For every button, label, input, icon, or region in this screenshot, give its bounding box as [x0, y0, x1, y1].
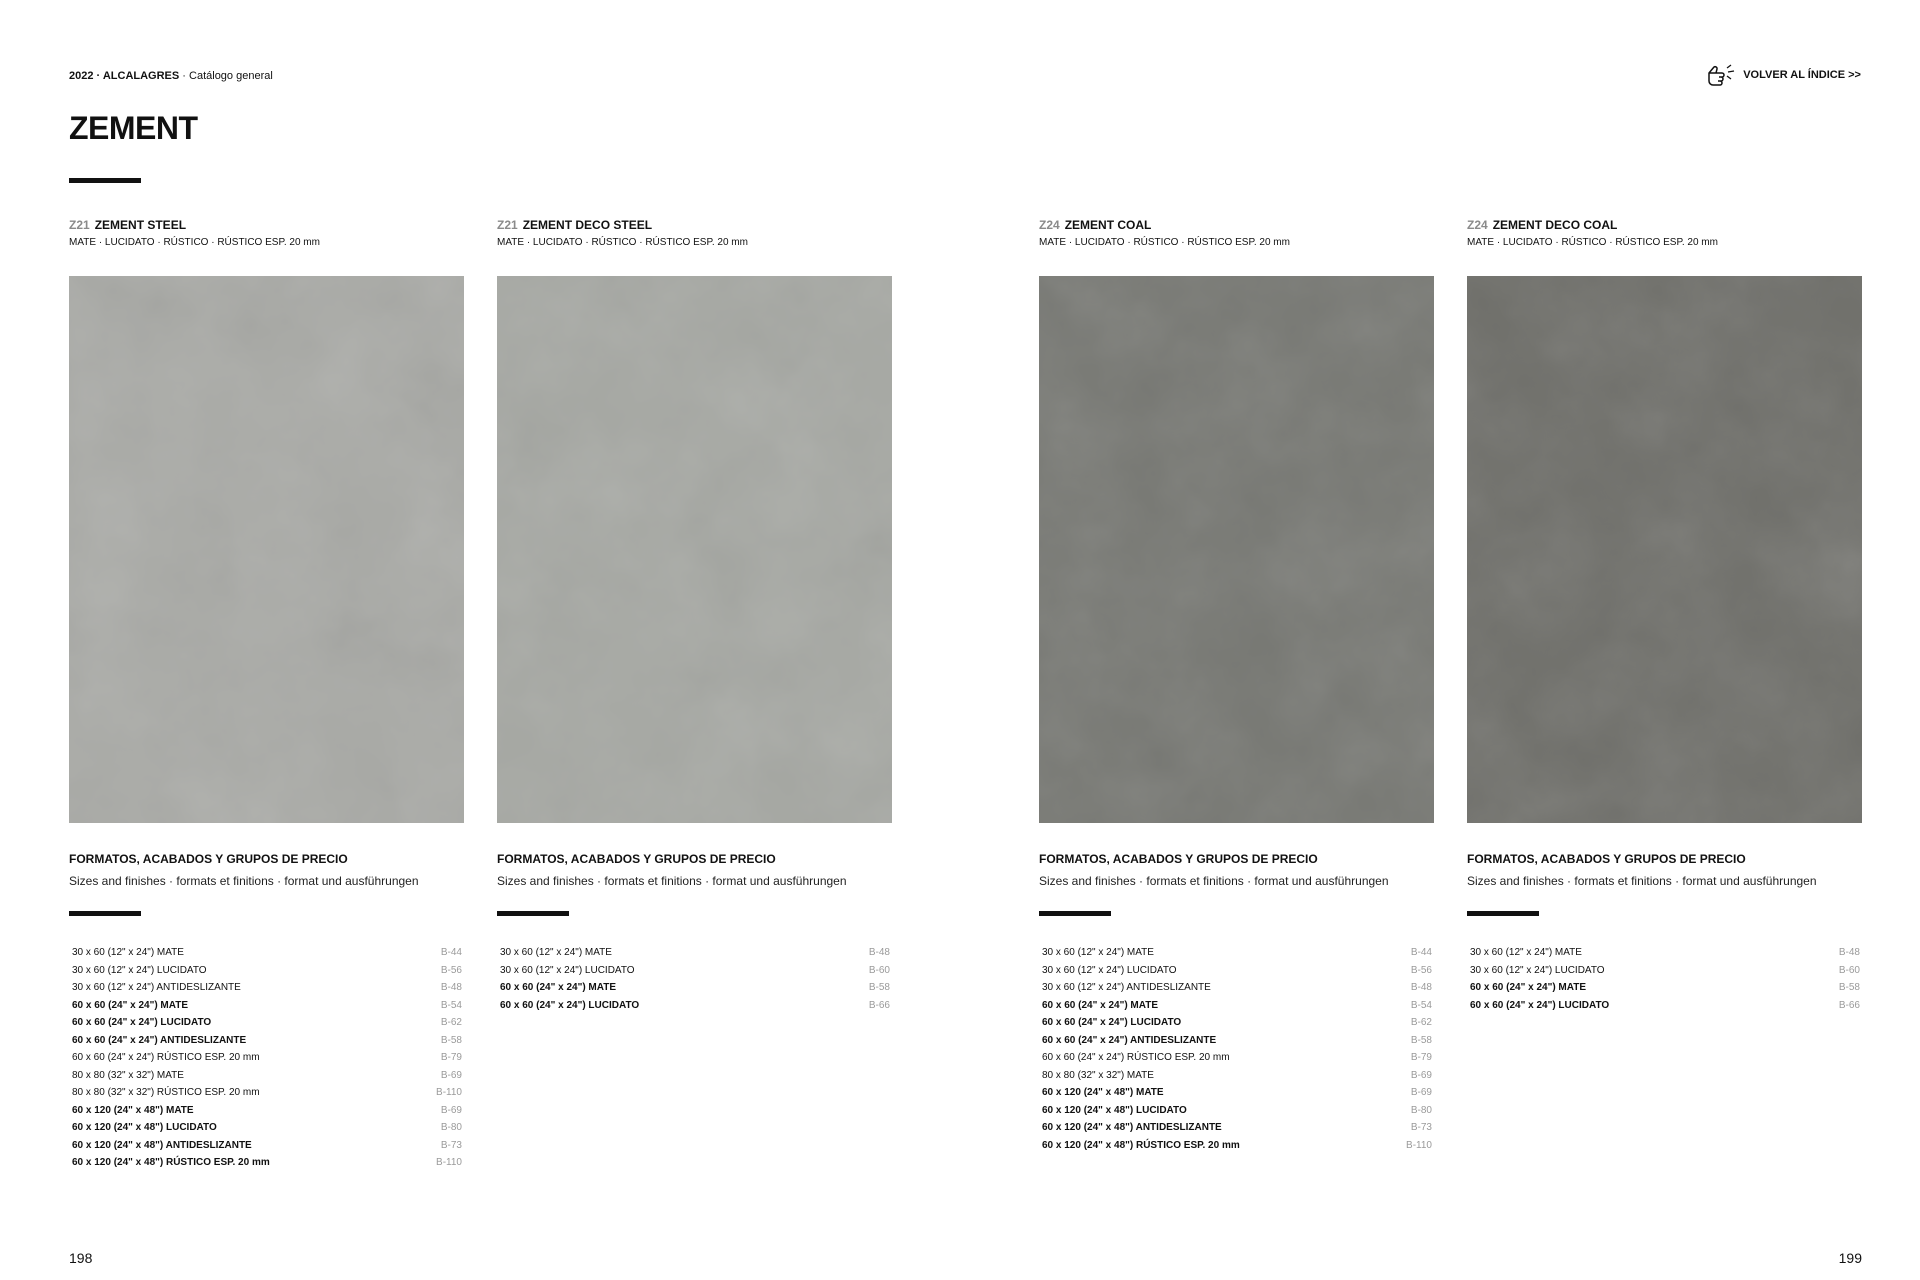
format-label: 60 x 60 (24" x 24") LUCIDATO: [1470, 999, 1610, 1011]
product-column-zement-coal: [1039, 218, 1439, 1151]
format-label: 30 x 60 (12" x 24") MATE: [72, 947, 184, 958]
format-label: 60 x 120 (24" x 48") LUCIDATO: [1042, 1104, 1187, 1116]
product-finishes: MATE · LUCIDATO · RÚSTICO · RÚSTICO ESP. 20 mm: [1467, 237, 1718, 248]
price-group-code: B-54: [440, 999, 462, 1011]
page-number-left: 198: [69, 1250, 93, 1266]
format-row: [1042, 944, 1432, 962]
product-name: ZEMENT DECO COAL: [1492, 218, 1618, 232]
price-group-code: B-54: [1410, 999, 1432, 1011]
format-label: 30 x 60 (12" x 24") ANTIDESLIZANTE: [72, 982, 241, 993]
format-row: [72, 1154, 462, 1172]
format-label: 30 x 60 (12" x 24") ANTIDESLIZANTE: [1042, 982, 1211, 993]
product-swatch: [1467, 276, 1862, 823]
header-year-brand: 2022 · ALCALAGRES: [69, 70, 180, 82]
format-label: 60 x 60 (24" x 24") MATE: [72, 999, 189, 1011]
price-group-code: B-44: [440, 947, 462, 958]
format-row: [500, 997, 890, 1015]
format-row: [1470, 962, 1860, 980]
product-swatch: [69, 276, 464, 823]
product-swatch: [1039, 276, 1434, 823]
format-row: [1042, 1137, 1432, 1155]
price-group-code: B-58: [1838, 982, 1860, 993]
format-label: 60 x 120 (24" x 48") ANTIDESLIZANTE: [1042, 1122, 1222, 1133]
format-list: [1042, 944, 1432, 1154]
formats-section-title: FORMATOS, ACABADOS Y GRUPOS DE PRECIO: [69, 852, 348, 866]
price-group-code: B-69: [1410, 1069, 1432, 1081]
format-row: [1042, 1119, 1432, 1137]
product-swatch: [497, 276, 892, 823]
price-group-code: B-56: [440, 964, 462, 976]
format-row: [1042, 997, 1432, 1015]
format-row: [72, 1049, 462, 1067]
formats-divider: [497, 911, 569, 916]
price-group-code: B-44: [1410, 947, 1432, 958]
format-list: [72, 944, 462, 1172]
format-row: [500, 979, 890, 997]
price-group-code: B-73: [1410, 1122, 1432, 1133]
price-group-code: B-80: [1410, 1104, 1432, 1116]
format-row: [72, 944, 462, 962]
format-row: [72, 962, 462, 980]
format-row: [72, 1137, 462, 1155]
format-label: 60 x 120 (24" x 48") LUCIDATO: [72, 1122, 217, 1133]
header-subtitle: · Catálogo general: [179, 70, 273, 82]
format-label: 80 x 80 (32" x 32") MATE: [72, 1069, 184, 1081]
formats-section-subtitle: Sizes and finishes · formats et finitions · format und ausführungen: [497, 874, 847, 888]
price-group-code: B-73: [440, 1139, 462, 1151]
price-group-code: B-79: [1410, 1052, 1432, 1063]
formats-section-subtitle: Sizes and finishes · formats et finitions · format und ausführungen: [69, 874, 419, 888]
format-label: 80 x 80 (32" x 32") MATE: [1042, 1069, 1154, 1081]
format-row: [1042, 1102, 1432, 1120]
formats-divider: [1467, 911, 1539, 916]
price-group-code: B-110: [1406, 1139, 1432, 1151]
product-name: ZEMENT STEEL: [94, 218, 187, 232]
format-row: [72, 979, 462, 997]
format-label: 60 x 60 (24" x 24") LUCIDATO: [72, 1017, 212, 1028]
format-row: [72, 1119, 462, 1137]
page-number-right: 199: [1838, 1250, 1862, 1266]
format-label: 60 x 60 (24" x 24") ANTIDESLIZANTE: [72, 1034, 247, 1046]
price-group-code: B-58: [1410, 1034, 1432, 1046]
format-label: 30 x 60 (12" x 24") LUCIDATO: [1470, 964, 1605, 976]
format-label: 60 x 60 (24" x 24") MATE: [1470, 982, 1587, 993]
product-column-zement-deco-coal: [1467, 218, 1867, 1011]
format-label: 30 x 60 (12" x 24") LUCIDATO: [1042, 964, 1177, 976]
pointing-hand-icon: [1707, 64, 1737, 86]
formats-section-title: FORMATOS, ACABADOS Y GRUPOS DE PRECIO: [1039, 852, 1318, 866]
format-row: [72, 1102, 462, 1120]
formats-section-title: FORMATOS, ACABADOS Y GRUPOS DE PRECIO: [497, 852, 776, 866]
price-group-code: B-69: [1410, 1087, 1432, 1098]
format-row: [1042, 1014, 1432, 1032]
product-code: Z21: [497, 218, 518, 232]
format-row: [1042, 962, 1432, 980]
formats-divider: [1039, 911, 1111, 916]
format-row: [1042, 1049, 1432, 1067]
format-label: 60 x 120 (24" x 48") RÚSTICO ESP. 20 mm: [1042, 1139, 1240, 1151]
product-heading: [1039, 218, 1439, 232]
formats-section-title: FORMATOS, ACABADOS Y GRUPOS DE PRECIO: [1467, 852, 1746, 866]
back-to-index-label: VOLVER AL ÍNDICE >>: [1743, 69, 1861, 81]
product-code: Z21: [69, 218, 90, 232]
price-group-code: B-62: [440, 1017, 462, 1028]
format-label: 30 x 60 (12" x 24") LUCIDATO: [500, 964, 635, 976]
format-list: [1470, 944, 1860, 1014]
format-label: 60 x 60 (24" x 24") LUCIDATO: [1042, 1017, 1182, 1028]
format-row: [72, 997, 462, 1015]
price-group-code: B-66: [868, 999, 890, 1011]
format-row: [72, 1014, 462, 1032]
price-group-code: B-48: [1410, 982, 1432, 993]
product-name: ZEMENT COAL: [1064, 218, 1152, 232]
format-row: [1042, 979, 1432, 997]
format-row: [500, 962, 890, 980]
title-divider: [69, 178, 141, 183]
price-group-code: B-79: [440, 1052, 462, 1063]
product-finishes: MATE · LUCIDATO · RÚSTICO · RÚSTICO ESP. 20 mm: [497, 237, 748, 248]
format-label: 60 x 120 (24" x 48") MATE: [1042, 1087, 1164, 1098]
format-label: 80 x 80 (32" x 32") RÚSTICO ESP. 20 mm: [72, 1087, 260, 1098]
price-group-code: B-48: [868, 947, 890, 958]
format-label: 60 x 60 (24" x 24") MATE: [1042, 999, 1159, 1011]
price-group-code: B-48: [440, 982, 462, 993]
format-row: [1470, 997, 1860, 1015]
format-label: 60 x 60 (24" x 24") MATE: [500, 982, 617, 993]
formats-section-subtitle: Sizes and finishes · formats et finitions · format und ausführungen: [1039, 874, 1389, 888]
format-row: [1042, 1032, 1432, 1050]
price-group-code: B-110: [436, 1157, 462, 1168]
price-group-code: B-60: [1838, 964, 1860, 976]
format-row: [500, 944, 890, 962]
price-group-code: B-69: [440, 1069, 462, 1081]
price-group-code: B-80: [440, 1122, 462, 1133]
price-group-code: B-60: [868, 964, 890, 976]
format-label: 30 x 60 (12" x 24") LUCIDATO: [72, 964, 207, 976]
product-heading: [1467, 218, 1867, 232]
product-column-zement-steel: [69, 218, 469, 1168]
product-heading: [69, 218, 469, 232]
format-label: 30 x 60 (12" x 24") MATE: [500, 947, 612, 958]
format-label: 60 x 60 (24" x 24") RÚSTICO ESP. 20 mm: [72, 1052, 260, 1063]
page-title: ZEMENT: [69, 110, 198, 146]
format-row: [72, 1084, 462, 1102]
format-list: [500, 944, 890, 1014]
product-name: ZEMENT DECO STEEL: [522, 218, 653, 232]
price-group-code: B-48: [1838, 947, 1860, 958]
formats-section-subtitle: Sizes and finishes · formats et finitions · format und ausführungen: [1467, 874, 1817, 888]
format-label: 60 x 60 (24" x 24") ANTIDESLIZANTE: [1042, 1034, 1217, 1046]
product-column-zement-deco-steel: [497, 218, 897, 1011]
price-group-code: B-66: [1838, 999, 1860, 1011]
format-label: 60 x 60 (24" x 24") LUCIDATO: [500, 999, 640, 1011]
price-group-code: B-58: [440, 1034, 462, 1046]
catalog-header: [69, 70, 273, 82]
price-group-code: B-62: [1410, 1017, 1432, 1028]
format-label: 60 x 120 (24" x 48") MATE: [72, 1104, 194, 1116]
format-label: 30 x 60 (12" x 24") MATE: [1042, 947, 1154, 958]
price-group-code: B-56: [1410, 964, 1432, 976]
product-code: Z24: [1039, 218, 1060, 232]
format-row: [1042, 1084, 1432, 1102]
format-label: 30 x 60 (12" x 24") MATE: [1470, 947, 1582, 958]
formats-divider: [69, 911, 141, 916]
format-row: [72, 1032, 462, 1050]
product-heading: [497, 218, 897, 232]
product-finishes: MATE · LUCIDATO · RÚSTICO · RÚSTICO ESP. 20 mm: [69, 237, 320, 248]
price-group-code: B-110: [436, 1087, 462, 1098]
product-code: Z24: [1467, 218, 1488, 232]
format-label: 60 x 120 (24" x 48") RÚSTICO ESP. 20 mm: [72, 1157, 270, 1168]
format-label: 60 x 60 (24" x 24") RÚSTICO ESP. 20 mm: [1042, 1052, 1230, 1063]
product-finishes: MATE · LUCIDATO · RÚSTICO · RÚSTICO ESP. 20 mm: [1039, 237, 1290, 248]
back-to-index-link[interactable]: [1707, 64, 1861, 86]
price-group-code: B-58: [868, 982, 890, 993]
format-label: 60 x 120 (24" x 48") ANTIDESLIZANTE: [72, 1139, 252, 1151]
format-row: [72, 1067, 462, 1085]
format-row: [1470, 944, 1860, 962]
format-row: [1042, 1067, 1432, 1085]
format-row: [1470, 979, 1860, 997]
price-group-code: B-69: [440, 1104, 462, 1116]
